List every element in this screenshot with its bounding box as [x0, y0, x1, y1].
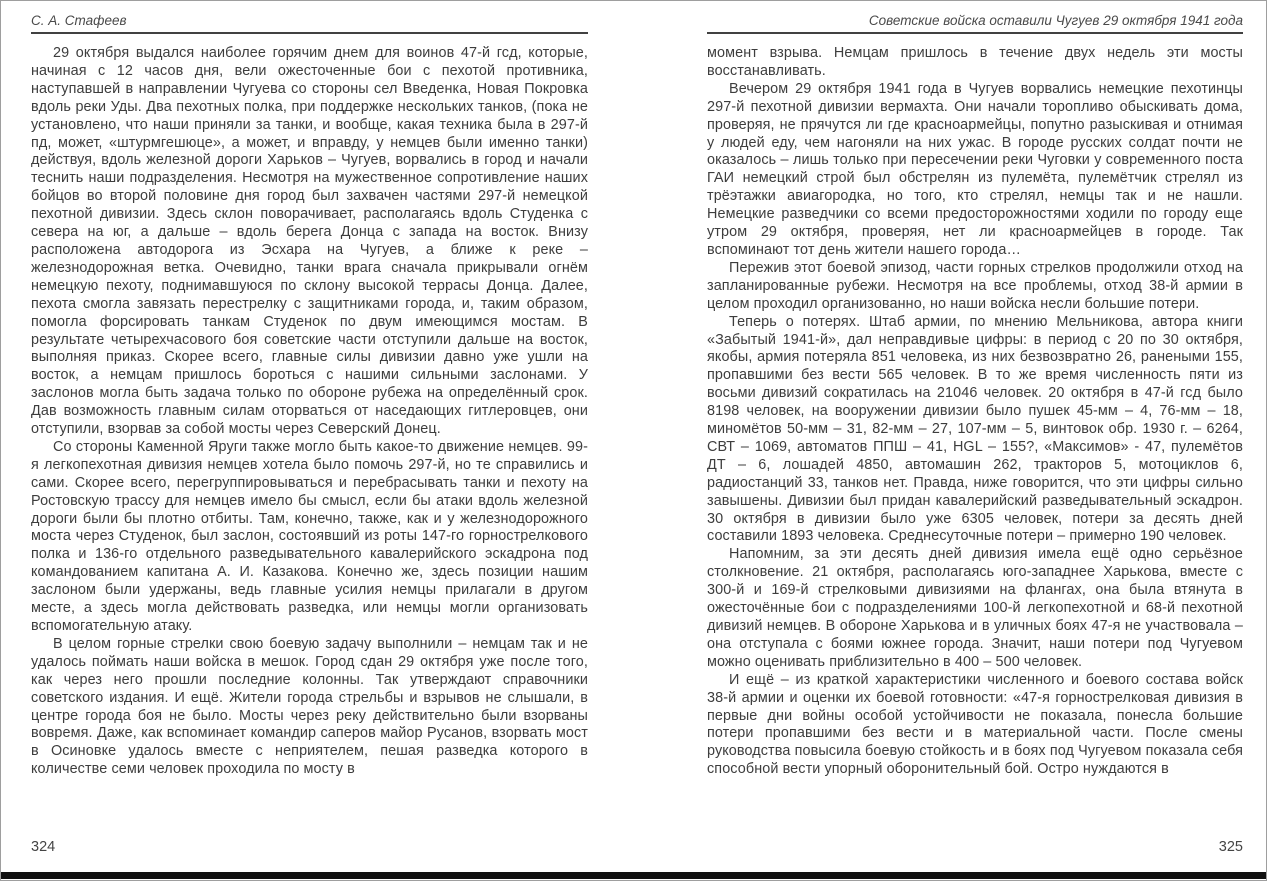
- paragraph: момент взрыва. Немцам пришлось в течение двух недель эти мосты восстанавливать.: [707, 45, 1243, 79]
- left-page-body: [31, 45, 588, 847]
- running-header-author: С. А. Стафеев: [31, 13, 127, 28]
- paragraph: Вечером 29 октября 1941 года в Чугуев ворвались немецкие пехотинцы 297-й пехотной дивизии вермахта. Они начали торопливо обыскивать дома, проверяя, не прячутся ли где красноармейцы, попутно разыскивая и отнимая у людей еду, чем нагоняли на них ужас. В городе русских солдат почти не оказалось – лишь только при пересечении реки Чуговки у современного поста ГАИ немецкий строй был обстрелян из пулемёта, пулемётчик стрелял из трёэтажки авиагородка, но того, кто стрелял, немцы так и не нашли. Немецкие разведчики со всеми предосторожностями ходили по городу еще утром 29 октября, проверяя, нет ли красноармейцев в городе. Так вспоминают тот день жители нашего города…: [707, 80, 1243, 258]
- paragraph: 29 октября выдался наиболее горячим днем для воинов 47-й гсд, которые, начиная с 12 часов дня, вели ожесточенные бои с пехотой противника, наступавшей в направлении Чугуева со стороны сел Введенка, Новая Покровка вдоль реки Уды. Два пехотных полка, при поддержке нескольких танков, (пока не установлено, что наши приняли за танки, и вообще, какая техника была в 297-й пд, может, «штурмгешюце», а может, и вправду, у немцев были именно танки) действуя, вдоль железной дороги Харьков – Чугуев, ворвались в город и начали теснить наши подразделения. Несмотря на мужественное сопротивление наших бойцов во второй половине дня город был захвачен частями 297-й немецкой пехотной дивизии. Здесь склон поворачивает, располагаясь вдоль Студенка с севера на юг, а дальше – вдоль берега Донца с запада на восток. Внизу расположена автодорога из Эсхара на Чугуев, а ближе к реке – железнодорожная ветка. Очевидно, танки врага сначала прикрывали огнём немецкую пехоту, поднимавшуюся по склону высокой террасы Донца. Далее, пехота смогла завязать перестрелку с защитниками города, и, таким образом, помогла форсировать танкам Студенок по двум имеющимся мостам. В результате четырехчасового боя советские части отступили дальше на восток, выполняя приказ. Скорее всего, главные силы дивизии давно уже ушли на восток, а немцам пришлось бороться с нашими сильными заслонами. У заслонов могла быть задача только по обороне рубежа на определённый срок. Дав возможность главным силам оторваться от наседающих гитлеровцев, они отступили, взорвав за собой мосты через Северский Донец.: [31, 45, 588, 438]
- right-page-body: [707, 45, 1243, 847]
- header-rule-right: [707, 32, 1243, 34]
- page-number-right: 325: [1218, 839, 1243, 855]
- header-rule-left: [31, 32, 588, 34]
- left-page: [31, 13, 588, 847]
- paragraph: И ещё – из краткой характеристики численного и боевого состава войск 38-й армии и оценки их боевой готовности: «47-я горнострелковая дивизия в первые дни войны особой устойчивости не показала, понесла большие потери пропавшими без вести и в материальной части. После смены руководства повысила боевую стойкость и в боях под Чугуевом показала себя способной вести упорный оборонительный бой. Остро нуждаются в: [707, 671, 1243, 778]
- paragraph: В целом горные стрелки свою боевую задачу выполнили – немцам так и не удалось поймать наши войска в мешок. Город сдан 29 октября уже после того, как через него прошли последние колонны. Так утверждают справочники советского издания. И ещё. Жители города стрельбы и взрывов не слышали, в центре города боя не было. Мосты через реку действительно были взорваны вовремя. Даже, как вспоминает командир саперов майор Русанов, взорвать мост в Осиновке удалось вместе с неприятелем, пешая разведка которого в количестве семи человек проходила по мосту в: [31, 635, 588, 778]
- paragraph: Пережив этот боевой эпизод, части горных стрелков продолжили отход на запланированные рубежи. Несмотря на все проблемы, отход 38-й армии в целом проходил организованно, но наши войска несли большие потери.: [707, 259, 1243, 312]
- page-number-left: 324: [31, 839, 56, 855]
- bottom-bar: [1, 872, 1266, 879]
- running-header-title: Советские войска оставили Чугуев 29 октября 1941 года: [868, 13, 1243, 28]
- right-page: [707, 13, 1243, 847]
- paragraph: Теперь о потерях. Штаб армии, по мнению Мельникова, автора книги «Забытый 1941-й», дал неправдивые цифры: в период с 20 по 30 октября, якобы, армия потеряла 851 человека, из них безвозвратно 26, ранеными 155, пропавшими без вести 565 человек. В то же время численность пяти из восьми дивизий сократилась на 21046 человек. 20 октября в 47-й гсд было 8198 человек, на вооружении дивизии было пушек 45-мм – 4, 76-мм – 18, миномётов 50-мм – 31, 82-мм – 27, 107-мм – 5, винтовок обр. 1930 г. – 6264, СВТ – 1069, автоматов ППШ – 41, HGL – 155?, «Максимов» - 47, пулемётов ДТ – 6, лошадей 4850, автомашин 262, тракторов 5, мотоциклов 6, радиостанций 33, танков нет. Правда, ниже говорится, что эти цифры сильно завышены. Дивизии был придан кавалерийский разведывательный эскадрон. 30 октября в дивизии было уже 6305 человек, потери за десять дней составили 1893 человека. Среднесуточные потери – примерно 190 человек.: [707, 313, 1243, 545]
- paragraph: Напомним, за эти десять дней дивизия имела ещё одно серьёзное столкновение. 21 октября, располагаясь юго-западнее Харькова, вместе с 300-й и 169-й стрелковыми дивизиями на флангах, она была втянута в ожесточённые бои с подразделениями 100-й легкопехотной и 68-й пехотной дивизий немцев. В обороне Харькова и в уличных боях 47-я не участвовала – она отступала с боями южнее города. Значит, наши потери под Чугуевом можно оценивать приблизительно в 400 – 500 человек.: [707, 546, 1243, 670]
- paragraph: Со стороны Каменной Яруги также могло быть какое-то движение немцев. 99-я легкопехотная дивизия немцев хотела было помочь 297-й, но те справились и сами. Скорее всего, перегруппировываться и перебрасывать танки и пехоту на Ростовскую трассу для немцев имело бы смысл, если бы атаки вдоль железной дороги были бы плотно отбиты. Там, конечно, также, как и у железнодорожного моста через Студенок, был заслон, состоявший из роты 147-го горнострелкового полка и 136-го отдельного разведывательного кавалерийского эскадрона под командованием капитана А. И. Казакова. Конечно же, здесь позиции нашим заслоном были удержаны, ведь главные усилия немцы прилагали в другом месте, а здесь могла действовать разведка, или немцы могли организовать вспомогательную атаку.: [31, 438, 588, 634]
